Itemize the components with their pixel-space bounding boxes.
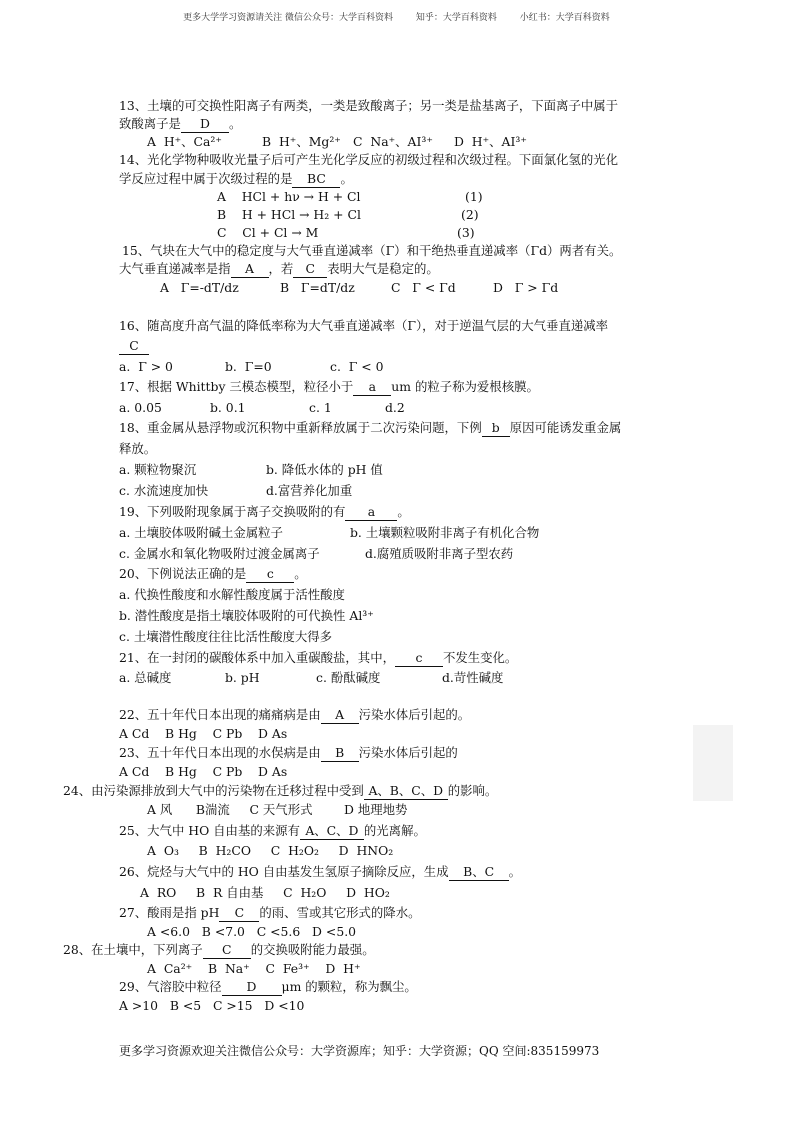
q29-answer: D bbox=[222, 979, 282, 996]
q19-option-a: a. 土壤胶体吸附碱土金属粒子 bbox=[119, 525, 283, 540]
q29-line1: 29、气溶胶中粒径 D μm 的颗粒，称为飘尘。 bbox=[119, 979, 417, 994]
q26-answer: B、C bbox=[449, 864, 509, 881]
q16-option-a: a. Γ > 0 bbox=[119, 359, 173, 374]
q15-line2: 大气垂直递减率是指 A ，若 C 表明大气是稳定的。 bbox=[119, 261, 439, 276]
q25-line1: 25、大气中 HO 自由基的来源有 A、C、D 的光离解。 bbox=[119, 823, 426, 838]
q17-line1: 17、根据 Whittby 三模态模型，粒径小于 a um 的粒子称为爱根核膜。 bbox=[119, 379, 539, 394]
q22-options: A Cd B Hg C Pb D As bbox=[119, 726, 288, 741]
q20-option-b: b. 潜性酸度是指土壤胶体吸附的可代换性 Al³⁺ bbox=[119, 608, 374, 623]
q22-line1: 22、五十年代日本出现的痛痛病是由 A 污染水体后引起的。 bbox=[119, 707, 471, 722]
q15-answer-2: C bbox=[293, 261, 327, 278]
q14-reaction-1-number: (1) bbox=[465, 189, 483, 204]
q18-option-a: a. 颗粒物聚沉 bbox=[119, 462, 197, 477]
q17-option-d: d.2 bbox=[385, 400, 405, 415]
q19-answer: a bbox=[345, 504, 397, 521]
q21-option-c: c. 酚酞碱度 bbox=[316, 670, 381, 685]
q16-line2 bbox=[119, 338, 149, 355]
q16-answer: C bbox=[119, 338, 149, 355]
q20-option-a: a. 代换性酸度和水解性酸度属于活性酸度 bbox=[119, 587, 345, 602]
q24-options: A 风 B湍流 C 天气形式 D 地理地势 bbox=[147, 802, 408, 817]
q15-option-d: D Γ > Γd bbox=[493, 280, 559, 295]
q28-line1: 28、在土壤中，下列离子 C 的交换吸附能力最强。 bbox=[63, 942, 375, 957]
q15-option-b: B Γ=dT/dz bbox=[280, 280, 355, 295]
q27-line1: 27、酸雨是指 pH C 的雨、雪或其它形式的降水。 bbox=[119, 905, 421, 920]
q18-line2: 释放。 bbox=[119, 441, 157, 456]
q29-options: A >10 B <5 C >15 D <10 bbox=[119, 998, 305, 1013]
q25-answer: A、C、D bbox=[300, 823, 364, 840]
q26-line1: 26、烷烃与大气中的 HO 自由基发生氢原子摘除反应，生成 B、C 。 bbox=[119, 864, 521, 879]
q18-option-b: b. 降低水体的 pH 值 bbox=[266, 462, 383, 477]
q25-options: A O₃ B H₂CO C H₂O₂ D HNO₂ bbox=[147, 843, 394, 858]
q21-option-d: d.苛性碱度 bbox=[442, 670, 504, 685]
q16-option-c: c. Γ < 0 bbox=[330, 359, 384, 374]
q22-answer: A bbox=[321, 707, 359, 724]
q28-options: A Ca²⁺ B Na⁺ C Fe³⁺ D H⁺ bbox=[147, 961, 361, 976]
q19-line1: 19、下列吸附现象属于离子交换吸附的有 a 。 bbox=[119, 504, 410, 519]
q13-option-c: C Na⁺、AI³⁺ bbox=[353, 134, 433, 149]
q17-option-c: c. 1 bbox=[309, 400, 332, 415]
q19-option-b: b. 土壤颗粒吸附非离子有机化合物 bbox=[350, 525, 540, 540]
q13-answer: D bbox=[181, 116, 229, 133]
q23-answer: B bbox=[321, 745, 359, 762]
q19-option-c: c. 金属水和氧化物吸附过渡金属离子 bbox=[119, 546, 320, 561]
q27-answer: C bbox=[219, 905, 259, 922]
q13-option-a: A H⁺、Ca²⁺ bbox=[147, 134, 222, 149]
q14-reaction-2-number: (2) bbox=[461, 207, 479, 222]
q13-line2: 致酸离子是 D 。 bbox=[119, 116, 242, 131]
page-footer: 更多学习资源欢迎关注微信公众号：大学资源库；知乎：大学资源；QQ 空间:835159973 bbox=[119, 1044, 600, 1058]
q18-option-d: d.富营养化加重 bbox=[266, 483, 353, 498]
q23-options: A Cd B Hg C Pb D As bbox=[119, 764, 288, 779]
q18-line1: 18、重金属从悬浮物或沉积物中重新释放属于二次污染问题，下例 b 原因可能诱发重金属 bbox=[119, 420, 622, 435]
q14-answer: BC bbox=[292, 171, 340, 188]
q13-option-d: D H⁺、AI³⁺ bbox=[454, 134, 527, 149]
q24-answer: A、B、C、D bbox=[364, 783, 448, 800]
q16-line1: 16、随高度升高气温的降低率称为大气垂直递减率（Γ），对于逆温气层的大气垂直递减率 bbox=[119, 318, 609, 333]
q15-line1: 15、气块在大气中的稳定度与大气垂直递减率（Γ）和干绝热垂直递减率（Γd）两者有关。 bbox=[122, 243, 622, 258]
q21-option-b: b. pH bbox=[225, 670, 260, 685]
q17-option-a: a. 0.05 bbox=[119, 400, 162, 415]
q13-option-b: B H⁺、Mg²⁺ bbox=[262, 134, 341, 149]
q18-answer: b bbox=[482, 420, 510, 437]
q14-reaction-3: C Cl + Cl → M bbox=[217, 225, 319, 240]
q20-option-c: c. 土壤潜性酸度往往比活性酸度大得多 bbox=[119, 629, 333, 644]
q21-answer: c bbox=[395, 650, 443, 667]
q15-option-a: A Γ=-dT/dz bbox=[160, 280, 239, 295]
q28-answer: C bbox=[203, 942, 251, 959]
q14-reaction-2: B H + HCl → H₂ + Cl bbox=[217, 207, 361, 222]
q14-line2: 学反应过程中属于次级过程的是 BC 。 bbox=[119, 171, 353, 186]
q15-answer-1: A bbox=[231, 261, 269, 278]
q20-line1: 20、下例说法正确的是 c 。 bbox=[119, 566, 307, 581]
q21-option-a: a. 总碱度 bbox=[119, 670, 172, 685]
q14-reaction-3-number: (3) bbox=[457, 225, 475, 240]
q19-option-d: d.腐殖质吸附非离子型农药 bbox=[365, 546, 514, 561]
q27-options: A <6.0 B <7.0 C <5.6 D <5.0 bbox=[147, 924, 357, 939]
q14-line1: 14、光化学物种吸收光量子后可产生光化学反应的初级过程和次级过程。下面氯化氢的光化 bbox=[119, 152, 619, 167]
q20-answer: c bbox=[246, 566, 294, 583]
q26-options: A RO B R 自由基 C H₂O D HO₂ bbox=[140, 885, 390, 900]
q13-line1: 13、土壤的可交换性阳离子有两类，一类是致酸离子；另一类是盐基离子，下面离子中属于 bbox=[119, 98, 619, 113]
q14-reaction-1: A HCl + hν → H + Cl bbox=[217, 189, 361, 204]
q17-answer: a bbox=[353, 379, 391, 396]
q18-option-c: c. 水流速度加快 bbox=[119, 483, 209, 498]
q21-line1: 21、在一封闭的碳酸体系中加入重碳酸盐，其中， c 不发生变化。 bbox=[119, 650, 518, 665]
q17-option-b: b. 0.1 bbox=[210, 400, 246, 415]
q16-option-b: b. Γ=0 bbox=[225, 359, 272, 374]
q23-line1: 23、五十年代日本出现的水俣病是由 B 污染水体后引起的 bbox=[119, 745, 458, 760]
side-panel-tab[interactable] bbox=[693, 725, 733, 801]
page-header: 更多大学学习资源请关注 微信公众号：大学百科资料 知乎：大学百科资料 小红书：大学百科资料 bbox=[183, 13, 610, 23]
q15-option-c: C Γ < Γd bbox=[391, 280, 456, 295]
q24-line1: 24、由污染源排放到大气中的污染物在迁移过程中受到 A、B、C、D 的影响。 bbox=[63, 783, 498, 798]
